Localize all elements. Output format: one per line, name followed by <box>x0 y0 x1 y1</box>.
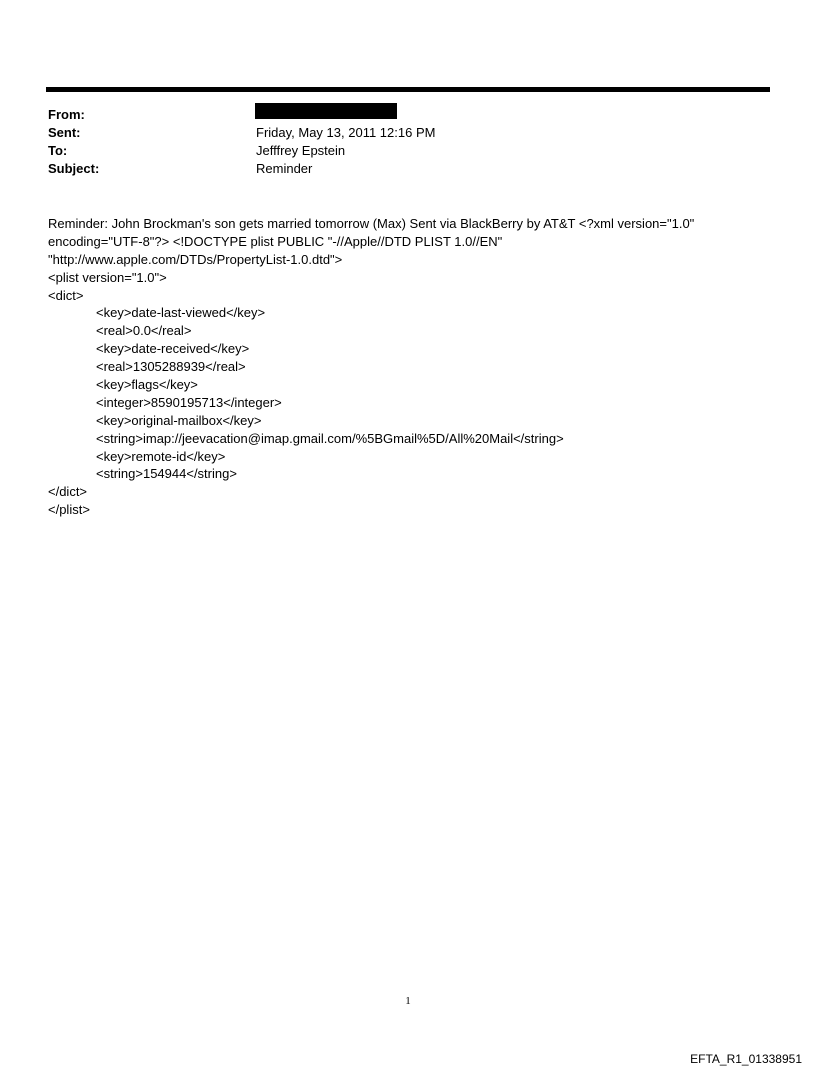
subject-label: Subject: <box>48 161 100 176</box>
body-line: <dict> <box>48 287 84 303</box>
body-line: <string>imap://jeevacation@imap.gmail.com/%5BGmail%5D/All%20Mail</string> <box>96 430 564 446</box>
body-line: <key>flags</key> <box>96 377 198 393</box>
body-line: <string>154944</string> <box>96 466 237 482</box>
sent-value: Friday, May 13, 2011 12:16 PM <box>256 125 436 140</box>
sent-label: Sent: <box>48 125 81 140</box>
to-label: To: <box>48 143 68 158</box>
body-line: <real>1305288939</real> <box>96 359 246 375</box>
to-value: Jefffrey Epstein <box>256 143 346 158</box>
body-line: <key>remote-id</key> <box>96 448 226 464</box>
redaction-block <box>255 103 397 119</box>
body-line: <key>original-mailbox</key> <box>96 412 262 428</box>
bates-number: EFTA_R1_01338951 <box>690 1052 802 1066</box>
body-line: <real>0.0</real> <box>96 323 192 339</box>
body-line: encoding="UTF-8"?> <!DOCTYPE plist PUBLIC "-//Apple//DTD PLIST 1.0//EN" <box>48 233 503 249</box>
subject-row <box>48 160 748 178</box>
subject-value: Reminder <box>256 161 313 176</box>
email-body <box>48 215 748 519</box>
body-line: </dict> <box>48 484 88 500</box>
sent-row <box>48 124 748 142</box>
header-divider <box>46 87 770 92</box>
from-value <box>256 105 748 126</box>
body-line: <key>date-last-viewed</key> <box>96 305 266 321</box>
body-line: <integer>8590195713</integer> <box>96 394 282 410</box>
body-line: "http://www.apple.com/DTDs/PropertyList-1.0.dtd"> <box>48 251 343 267</box>
email-header <box>48 106 748 178</box>
to-row <box>48 142 748 160</box>
body-line: <key>date-received</key> <box>96 341 250 357</box>
body-line: </plist> <box>48 502 90 518</box>
page-number: 1 <box>405 995 411 1007</box>
body-line: <plist version="1.0"> <box>48 269 167 285</box>
from-label: From: <box>48 107 85 122</box>
from-row <box>48 106 748 124</box>
body-line: Reminder: John Brockman's son gets married tomorrow (Max) Sent via BlackBerry by AT&T <?xml version="1.0" <box>48 216 695 231</box>
